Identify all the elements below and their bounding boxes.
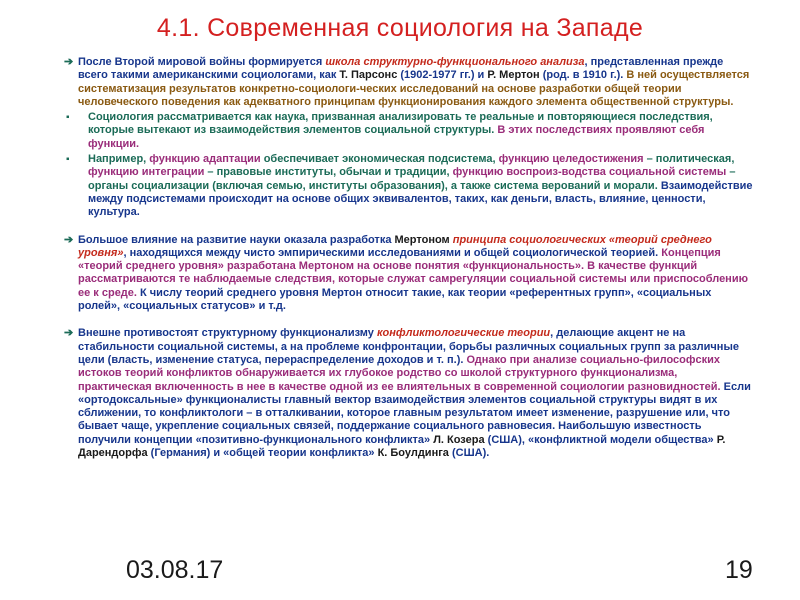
paragraph-text (78, 56, 749, 108)
text-segment: Р. Дарендорфа (78, 433, 726, 460)
text-segment: К числу теорий среднего уровня Мертон относит такие, как теории «референтных групп», «социальных ролей», «социальных статусов» и т.д. (78, 286, 712, 313)
paragraph-text (88, 111, 713, 150)
text-segment: (США). (448, 447, 490, 460)
text-segment: – политическая, (643, 153, 735, 166)
text-segment: – правовые институты, обычаи и традиции, (204, 166, 453, 179)
text-segment: (1902-1977 гг.) и (397, 69, 488, 82)
text-segment: Т. Парсонс (339, 69, 398, 82)
text-segment: Концепция «теорий среднего уровня» разработана Мертоном на основе понятия «функциональность». В качестве функций рассматриваются те наблюдаемые следствия, которые служат самрегуляции социальной системы или приспособлению ее к среде. (78, 246, 748, 299)
arrow-right-icon: ➔ (64, 56, 74, 68)
text-segment: Р. Мертон (487, 69, 540, 82)
text-segment: Л. Козера (433, 433, 485, 446)
text-segment: Взаимодействие между подсистемами происходит на основе общих эквивалентов, таких, как деньги, власть, влияние, ценности, культура. (88, 179, 753, 219)
text-segment: конфликтологические теории (376, 327, 551, 340)
text-segment: Мертоном (394, 233, 450, 246)
slide-content (64, 56, 754, 460)
text-segment: школа структурно-функционального анализа (325, 56, 585, 68)
paragraph-merton-middle-range (64, 233, 754, 314)
text-segment: обеспечивает экономическая подсистема, (260, 153, 499, 166)
paragraph-functions-example (66, 153, 754, 219)
text-segment: , находящихся между чисто эмпирическими исследованиями и общей социологической теорией. (123, 246, 662, 259)
arrow-right-icon: ➔ (64, 327, 74, 340)
text-segment: В ней осуществляется систематизация результатов конкретно-социологи-ческих исследований на основе разработки общей теории человеческого поведения как адекватного принципам функционирования каждого элемента общественной структуры. (78, 69, 750, 108)
text-segment: В этих последствиях проявляют себя функции. (88, 124, 705, 150)
text-segment: Например, (88, 153, 150, 166)
text-segment: функцию воспроиз-водства социальной системы (452, 166, 727, 179)
paragraph-conflict-theories (64, 327, 754, 460)
slide-date: 03.08.17 (126, 556, 224, 584)
text-segment: (Германия) и «общей теории конфликта» (147, 447, 378, 460)
text-segment: (США), «конфликтной модели общества» (484, 433, 717, 446)
text-segment: принципа социологических «теорий среднего уровня» (78, 233, 712, 259)
paragraph-text (88, 153, 753, 218)
text-segment: Большое влияние на развитие науки оказала разработка (78, 233, 395, 246)
square-bullet-icon: ▪ (66, 112, 70, 124)
text-segment: Если «ортодоксальные» функционалисты главный вектор взаимодействия элементов социальной структуры видят в их сближении, то конфликтологи – в отталкивании, которое главным результатом имеет изменение, разрушение или, что бывает чаще, укрепление социальных связей, поддержание социального равновесия. Наибольшую известность получили концепции «позитивно-функционального конфликта» (78, 380, 751, 446)
paragraph-text (78, 234, 748, 312)
text-segment: , представленная прежде всего такими американскими социологами, как (78, 56, 724, 82)
text-segment: После Второй мировой войны формируется (78, 56, 326, 68)
text-segment: Однако при анализе социально-философских истоков теорий конфликтов обнаруживается их глубокое родство со школой структурного функционализма, практическая включенность в нее в качестве одной из ее влиятельных в современной социологии разновидностей. (78, 353, 721, 393)
text-segment: (род. в 1910 г.). (539, 69, 627, 82)
square-bullet-icon: ▪ (66, 154, 70, 166)
slide-page-number: 19 (725, 556, 753, 584)
text-segment: функцию адаптации (149, 153, 261, 166)
arrow-right-icon: ➔ (64, 233, 74, 246)
text-segment: К. Боулдинга (377, 447, 449, 460)
text-segment: функцию целедостижения (498, 153, 644, 166)
text-segment: , делающие акцент не на стабильности социальной системы, а на проблеме конфронтации, борьбы различных социальных групп за различные цели (власть, изменение статуса, перераспределение доходов и т. п.). (78, 327, 739, 366)
text-segment: Внешне противостоят структурному функционализму (78, 327, 377, 340)
text-segment: функцию интеграции (88, 166, 205, 179)
text-segment: – органы социализации (включая семью, институты образования), а также система верований и морали. (88, 166, 736, 192)
slide-title: 4.1. Современная социология на Западе (156, 14, 644, 42)
paragraph-structural-functionalism (64, 56, 754, 109)
paragraph-text (78, 327, 751, 459)
paragraph-sociology-as-science (66, 111, 754, 151)
text-segment: Социология рассматривается как наука, призванная анализировать те реальные и повторяющиеся последствия, которые вытекают из взаимодействия элементов социальной структуры. (88, 111, 713, 137)
